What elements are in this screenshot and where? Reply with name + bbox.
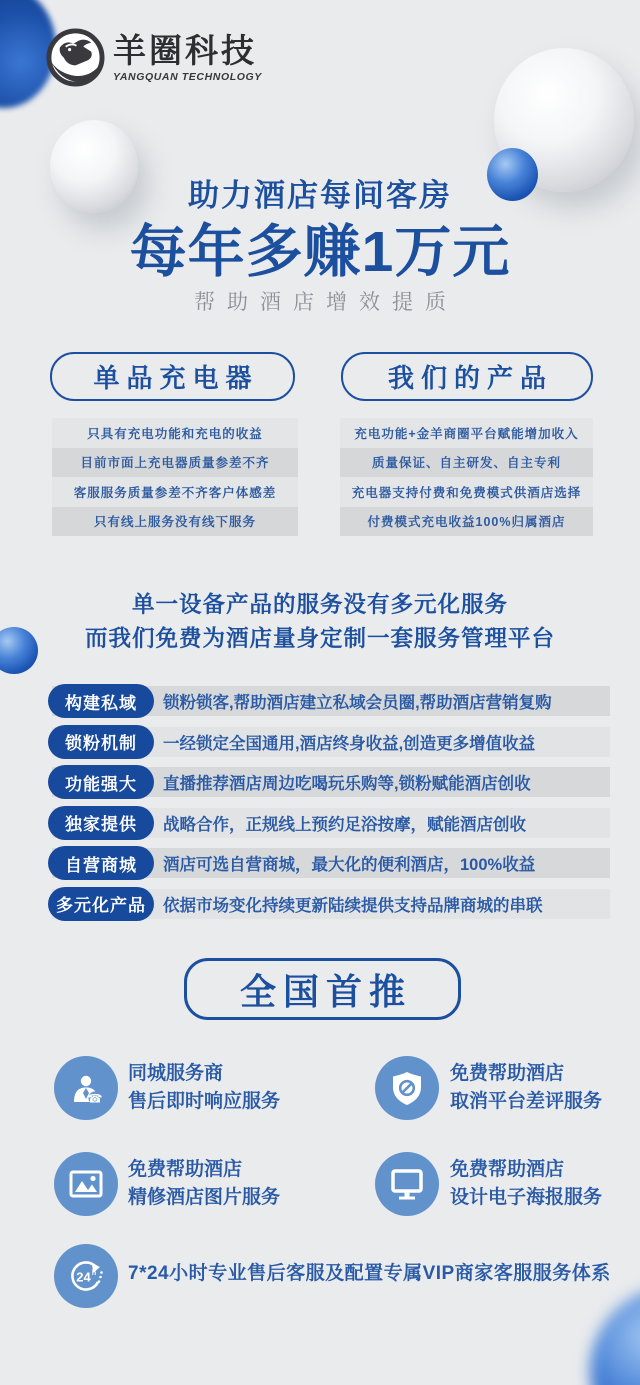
list-item: 只有线上服务没有线下服务 <box>52 507 298 537</box>
feature-row <box>0 684 640 718</box>
brand-tagline: YANGQUAN TECHNOLOGY <box>113 70 262 83</box>
brand-text <box>113 33 262 83</box>
list-item: 充电器支持付费和免费模式供酒店选择 <box>340 477 593 507</box>
national-first-banner: 全国首推 <box>184 958 461 1020</box>
service-line: 售后即时响应服务 <box>128 1091 281 1112</box>
hero-subtitle-bottom: 帮助酒店增效提质 <box>194 291 458 314</box>
compare-right-list <box>340 418 593 536</box>
service-line: 设计电子海报服务 <box>450 1187 603 1208</box>
24h-icon <box>54 1244 118 1308</box>
svg-text:24: 24 <box>76 1269 91 1285</box>
list-item: 目前市面上充电器质量参差不齐 <box>52 448 298 478</box>
list-item: 付费模式充电收益100%归属酒店 <box>340 507 593 537</box>
service-text <box>128 1156 280 1212</box>
feature-row <box>0 887 640 921</box>
service-line: 取消平台差评服务 <box>450 1091 603 1112</box>
ram-logo-icon <box>46 28 105 87</box>
monitor-icon <box>375 1152 439 1216</box>
service-text <box>450 1060 602 1116</box>
list-item: 充电功能+金羊商圈平台赋能增加收入 <box>340 418 593 448</box>
list-item: 只具有充电功能和充电的收益 <box>52 418 298 448</box>
compare-left-list <box>52 418 298 536</box>
feature-label-pill: 多元化产品 <box>48 887 154 921</box>
support-agent-icon <box>54 1056 118 1120</box>
shield-block-icon <box>375 1056 439 1120</box>
feature-label-pill: 构建私域 <box>48 684 154 718</box>
compare-right-title: 我们的产品 <box>341 352 593 401</box>
feature-label-pill: 功能强大 <box>48 765 154 799</box>
hero-title: 每年多赚1万元 <box>129 220 511 284</box>
feature-list <box>0 684 640 927</box>
list-item: 质量保证、自主研发、自主专利 <box>340 448 593 478</box>
svg-text:h: h <box>91 1270 97 1277</box>
feature-description: 一经锁定全国通用,酒店终身收益,创造更多增值收益 <box>163 734 536 753</box>
feature-label-pill: 独家提供 <box>48 806 154 840</box>
feature-row <box>0 765 640 799</box>
feature-description: 锁粉锁客,帮助酒店建立私域会员圈,帮助酒店营销复购 <box>163 694 552 712</box>
service-line: 精修酒店图片服务 <box>128 1187 281 1208</box>
service-line: 免费帮助酒店 <box>128 1159 243 1180</box>
service-line: 免费帮助酒店 <box>450 1063 565 1084</box>
service-text <box>128 1060 280 1116</box>
feature-row <box>0 846 640 880</box>
service-line: 免费帮助酒店 <box>450 1159 565 1180</box>
brand-logo <box>46 28 262 87</box>
service-line: 同城服务商 <box>128 1063 224 1084</box>
statement-line2: 而我们免费为酒店量身定制一套服务管理平台 <box>84 626 555 651</box>
feature-row <box>0 806 640 840</box>
service-text <box>450 1156 602 1212</box>
hotline-text: 7*24小时专业售后客服及配置专属VIP商家客服服务体系 <box>128 1263 611 1284</box>
feature-row <box>0 725 640 759</box>
feature-description: 依据市场变化持续更新陆续提供支持品牌商城的串联 <box>163 896 543 915</box>
hero-subtitle-top: 助力酒店每间客房 <box>188 178 452 213</box>
photo-icon <box>54 1152 118 1216</box>
feature-label-pill: 自营商城 <box>48 846 154 880</box>
brand-name: 羊圈科技 <box>113 31 257 69</box>
feature-label-pill: 锁粉机制 <box>48 725 154 759</box>
svg-text:☎: ☎ <box>87 1091 103 1106</box>
statement-line1: 单一设备产品的服务没有多元化服务 <box>131 592 508 617</box>
sphere-blue-bottomright <box>590 1286 640 1385</box>
compare-left-title: 单品充电器 <box>50 352 295 401</box>
feature-description: 酒店可选自营商城，最大化的便利酒店，100%收益 <box>163 856 536 874</box>
list-item: 客服服务质量参差不齐客户体感差 <box>52 477 298 507</box>
feature-description: 直播推荐酒店周边吃喝玩乐购等,锁粉赋能酒店创收 <box>163 775 531 793</box>
feature-description: 战略合作，正规线上预约足浴按摩，赋能酒店创收 <box>163 815 526 834</box>
